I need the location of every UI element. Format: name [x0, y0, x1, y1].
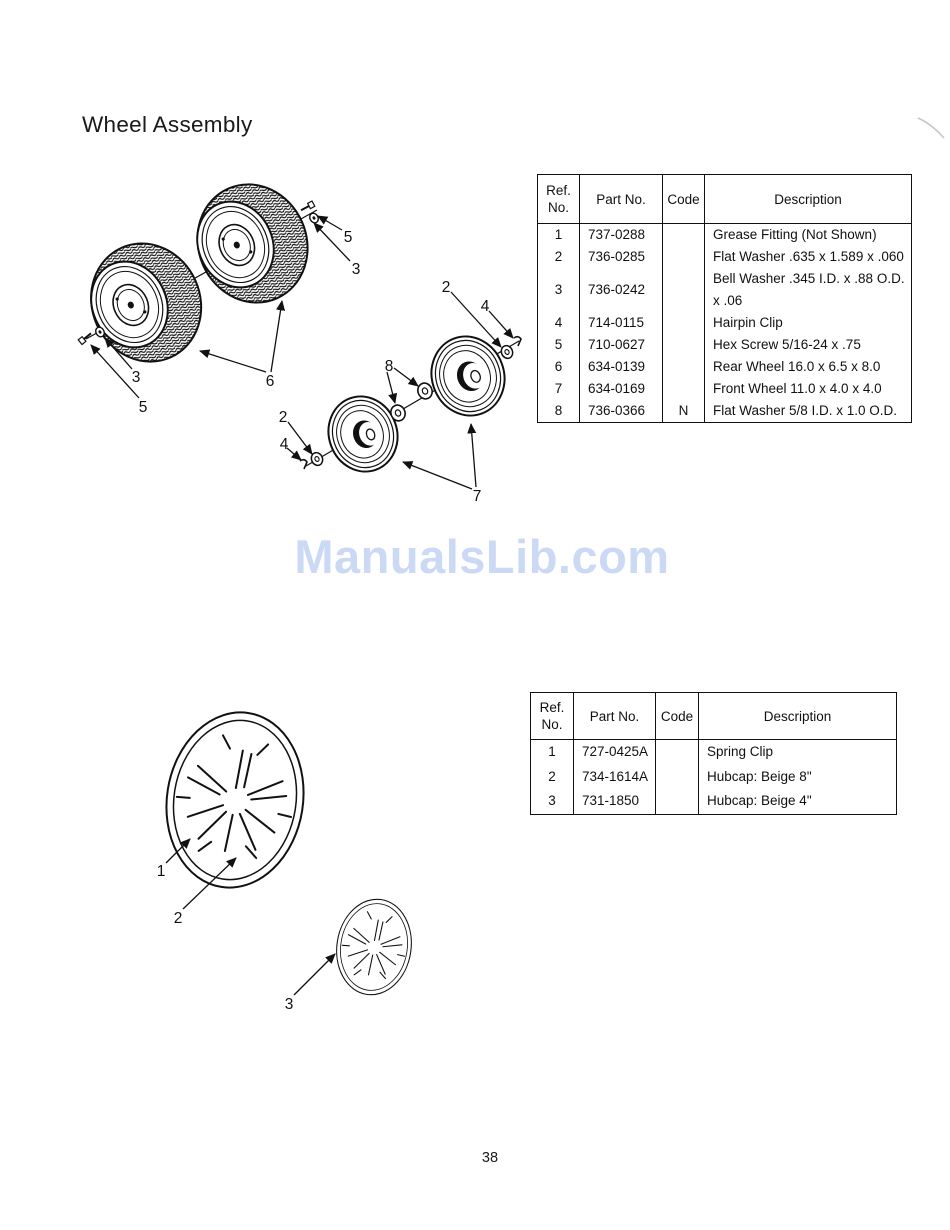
cell-ref: 3	[548, 793, 556, 808]
cell-desc: Spring Clip	[699, 740, 897, 765]
header-part-no: Part No.	[580, 175, 663, 224]
cell-ref: 4	[554, 315, 563, 330]
cell-part: 736-0366	[580, 400, 663, 423]
cell-desc: Hubcap: Beige 4"	[699, 789, 897, 814]
cell-ref: 2	[548, 768, 556, 784]
callout-label: 6	[265, 373, 275, 390]
cell-code	[663, 224, 705, 247]
cell-part: 710-0627	[580, 334, 663, 356]
cell-desc: Flat Washer .635 x 1.589 x .060	[705, 246, 912, 268]
manualslib-watermark: ManualsLib.com	[294, 530, 670, 583]
cell-part: 736-0285	[580, 246, 663, 268]
header-ref-no: Ref. No.	[531, 693, 574, 740]
cell-code	[656, 765, 699, 790]
callout-label: 4	[279, 436, 289, 453]
callout-label: 2	[441, 279, 451, 296]
wheel-assembly-diagram	[55, 165, 545, 525]
cell-code	[663, 312, 705, 334]
cell-code: N	[663, 400, 705, 423]
callout-label: 2	[173, 910, 183, 927]
cell-ref: 1	[548, 744, 556, 759]
parts-table-wheels	[537, 174, 912, 423]
cell-ref: 8	[554, 403, 563, 418]
cell-code	[663, 378, 705, 400]
table-row	[538, 224, 912, 247]
hex-screw-illustration	[78, 331, 93, 344]
cell-part: 731-1850	[574, 789, 656, 814]
cell-code	[663, 334, 705, 356]
header-description: Description	[705, 175, 912, 224]
cell-desc: Bell Washer .345 I.D. x .88 O.D. x .06	[705, 268, 912, 312]
cell-desc: Hairpin Clip	[705, 312, 912, 334]
callout-label: 4	[480, 298, 490, 315]
table-row	[538, 312, 912, 334]
cell-part: 727-0425A	[574, 740, 656, 765]
cell-ref: 1	[554, 227, 563, 242]
cell-part: 634-0169	[580, 378, 663, 400]
table-row	[538, 356, 912, 378]
cell-part: 736-0242	[580, 268, 663, 312]
header-ref-no: Ref. No.	[538, 175, 580, 224]
table-row	[538, 400, 912, 423]
cell-part: 634-0139	[580, 356, 663, 378]
callout-label: 5	[138, 399, 148, 416]
flat-washer-illustration	[499, 344, 514, 360]
cell-code	[663, 268, 705, 312]
callout-label: 3	[351, 261, 361, 278]
table-row	[538, 378, 912, 400]
cell-part: 734-1614A	[574, 765, 656, 790]
callout-label: 3	[131, 369, 141, 386]
front-wheel-illustration	[420, 326, 515, 426]
cell-ref: 6	[554, 359, 563, 374]
hubcap-small-illustration	[330, 894, 418, 1000]
parts-table-hubcaps	[530, 692, 897, 815]
table-header-row	[538, 175, 912, 224]
callout-label: 3	[284, 996, 294, 1013]
cell-part: 714-0115	[580, 312, 663, 334]
hairpin-clip-illustration	[300, 460, 307, 469]
cell-ref: 2	[554, 249, 563, 264]
cell-desc: Flat Washer 5/8 I.D. x 1.0 O.D.	[705, 400, 912, 423]
table-row	[538, 268, 912, 312]
callout-label: 8	[384, 358, 394, 375]
cell-code	[656, 789, 699, 814]
cell-code	[663, 356, 705, 378]
table-row	[538, 246, 912, 268]
header-part-no: Part No.	[574, 693, 656, 740]
hubcap-diagram	[125, 685, 465, 1025]
cell-desc: Grease Fitting (Not Shown)	[705, 224, 912, 247]
flat-washer-illustration	[416, 381, 435, 401]
cell-desc: Rear Wheel 16.0 x 6.5 x 8.0	[705, 356, 912, 378]
callout-label: 7	[472, 488, 482, 505]
header-code: Code	[663, 175, 705, 224]
header-code: Code	[656, 693, 699, 740]
cell-desc: Front Wheel 11.0 x 4.0 x 4.0	[705, 378, 912, 400]
table-row	[538, 334, 912, 356]
page-title: Wheel Assembly	[82, 112, 253, 137]
cell-desc: Hex Screw 5/16-24 x .75	[705, 334, 912, 356]
callout-label: 2	[278, 409, 288, 426]
callout-label: 5	[343, 229, 353, 246]
cell-code	[656, 740, 699, 765]
page-number: 38	[481, 1150, 499, 1166]
table-row	[531, 765, 897, 790]
cell-ref: 5	[554, 337, 563, 352]
hex-screw-illustration	[300, 201, 315, 213]
cell-desc: Hubcap: Beige 8"	[699, 765, 897, 790]
scan-artifact-mark	[905, 108, 950, 148]
cell-code	[663, 246, 705, 268]
table-row	[531, 740, 897, 765]
cell-ref: 3	[554, 282, 563, 297]
cell-ref: 7	[554, 381, 563, 396]
table-row	[531, 789, 897, 814]
header-description: Description	[699, 693, 897, 740]
cell-part: 737-0288	[580, 224, 663, 247]
callout-label: 1	[156, 863, 166, 880]
hubcap-large-illustration	[154, 702, 316, 897]
table-header-row	[531, 693, 897, 740]
